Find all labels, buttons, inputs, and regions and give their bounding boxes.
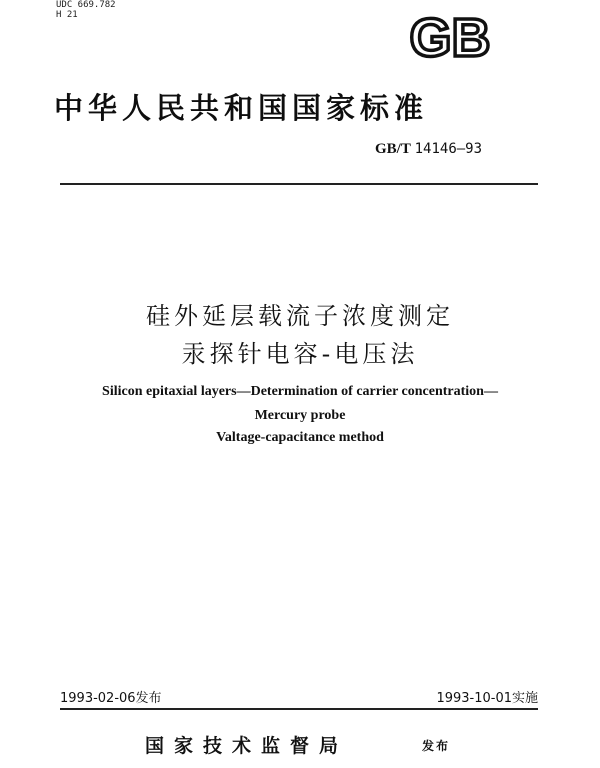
bottom-divider [60,708,538,710]
standard-code [375,141,482,158]
chinese-title-line-1: 硅外延层载流子浓度测定 [146,302,454,330]
english-title-line-3: Valtage-capacitance method [216,430,384,445]
issuing-authority-suffix: 发布 [422,739,451,753]
udc-classification [56,0,116,20]
chinese-title-line-2: 汞探针电容-电压法 [181,340,419,368]
issuing-authority: 国家技术监督局 [145,735,349,757]
english-title-line-1: Silicon epitaxial layers—Determination of carrier concentration— [102,384,498,399]
udc-code: UDC 669.782 [56,0,116,10]
standard-code-number: 14146—93 [414,141,483,157]
gb-logo-text: GB [409,8,491,62]
issue-date: 1993-02-06发布 [60,691,162,706]
category-code: H 21 [56,10,78,20]
standard-code-prefix: GB/T [375,141,411,157]
top-divider [60,183,538,185]
standard-type-title: 中华人民共和国国家标准 [54,91,429,125]
gb-logo [398,8,502,62]
effective-date: 1993-10-01实施 [436,691,538,706]
english-title-line-2: Mercury probe [254,408,346,423]
